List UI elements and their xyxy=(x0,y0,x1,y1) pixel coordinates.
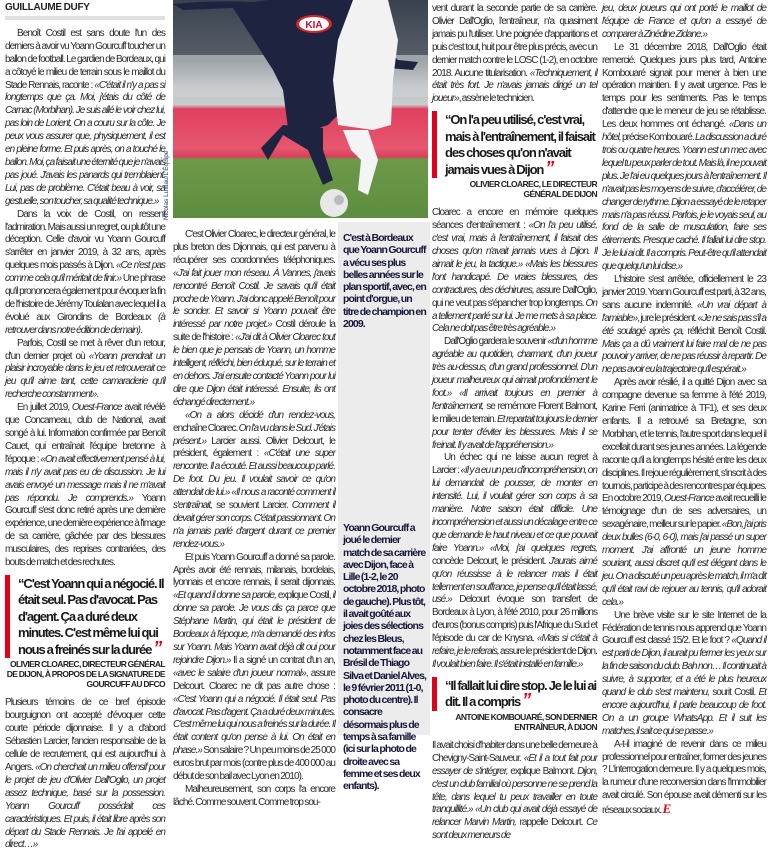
body-text: Un échec qui ne laisse aucun regret à Larcier : xyxy=(432,452,597,477)
quoted-text: (à retrouver dans notre édition de demain) xyxy=(5,311,165,336)
end-of-article-mark: E xyxy=(662,801,671,817)
article-paragraph xyxy=(432,336,597,452)
quoted-text: «On cherchait un milieu offensif pour le projet de jeu d'Olivier Dall'Oglio, un projet assez technique, basé sur la possession. Yoann Gourcuff possédait ces caractéristiques. Et puis, il était libre après son départ du Stade Rennais. Je l'ai appelé en direct…» xyxy=(5,762,166,851)
column-5 xyxy=(602,3,766,818)
body-text: concède Delcourt, le président. xyxy=(432,555,550,567)
quoted-text: La discussion a duré trois ou quatre heures. Yoann est un mec avec lequel tu peux parler de tout. Mais là, il ne pouvait plus. Je l'ai eu quelques jours à l'entraînement. Il n'avait pas les moyens de suivre, d'accélérer, de changer de rythme. Dijon a essayé de le retaper mais n'a pas réussi. Parfois, je le voyais seul, au fond de la salle de musculation, faire ses étirements. Presque caché. Il fallait lui dire stop. Je le lui ai dit. Il a compris. Peut-être qu'il attendait que quelqu'un lui dise.» xyxy=(602,132,767,273)
body-text: , assure Delcourt. Cloarec ne dit pas autre chose : xyxy=(173,667,336,692)
quoted-text: «Et il a tout fait pour essayer de s'intégrer, xyxy=(432,752,597,777)
body-text: enchaîne Cloarec. xyxy=(173,422,239,434)
quoted-text: jeu, deux joueurs qui ont porté le maillot de l'équipe de France et qu'on a essayé de comparer à Zinédine Zidane.» xyxy=(602,3,766,40)
article-paragraph xyxy=(173,229,335,410)
article-paragraph xyxy=(432,3,597,106)
article-paragraph xyxy=(173,410,335,552)
body-text: Dans la voix de Costil, on ressent l'admiration. Mais aussi un regret, ou plutôt une déception. Celle d'avoir vu Yoann Gourcuff s'arrêter en janvier 2019, à 32 ans, après quelques mois passés à Dijon. xyxy=(5,208,165,272)
pull-quote-text: “Il fallait lui dire stop. Je le lui ai dit. Il a compris xyxy=(445,677,597,710)
quoted-text: «Ce n'est pas comme cela qu'il méritait de finir.» xyxy=(5,260,165,285)
body-text: avait recueilli le témoignage d'un de ses adversaires, un sexagénaire, meilleur sur le papier. xyxy=(602,493,766,531)
quoted-text: «Yoann prendrait un plaisir incroyable dans le jeu et retrouverait ce jeu qu'il aime tant, cette camaraderie qu'il recherche constamment» xyxy=(5,350,165,401)
article-paragraph xyxy=(5,697,165,852)
body-text: Son salaire ? Un peu moins de 25 000 euros brut par mois (contre plus de 400 000 au début de son bail avec Lyon en 2010). xyxy=(173,745,335,783)
quoted-text: «Et quand il donne sa parole, xyxy=(173,590,276,602)
quoted-text: «C'était il n'y a pas si longtemps que ça. Moi, j'étais du côté de Carnac (Morbihan). Je suis allé le voir chez lui, pas loin de Lorient. On a couru sur la côte. Je peux vous assurer que, physiquement, il est en pleine forme. Et puis après, on a touché le ballon. Moi, ça faisait une éternité que je n'avais pas joué. J'avais les panards qui tremblaient. Lui, pas de problème. C'était beau à voir, sa gestuelle, son toucher, sa qualité technique.» xyxy=(5,79,165,207)
article-paragraph xyxy=(602,42,766,274)
body-text: Après avoir résilié, il a quitté Dijon avec sa compagne devenue sa femme à l'été 2019, Karine Ferri (animatrice à TF1), et ses deux enfants. Il a retrouvé sa Bretagne, son Morbihan, et le tennis, l'autre sport dans lequel il excellait durant ses jeunes années. La légende raconte qu'il a longtemps hésité entre les deux disciplines. Il rejoue régulièrement, s'inscrit à des tournois, participe à des rencontres par équipes. En octobre 2019, xyxy=(602,377,766,505)
article-paragraph xyxy=(5,209,165,338)
body-text: explique Costil, xyxy=(275,590,333,602)
body-text: sourit Costil. xyxy=(709,687,759,699)
body-text: Dall'Oglio gardera le souvenir xyxy=(444,336,548,348)
body-text: , jure le président. xyxy=(637,312,698,324)
quoted-text: «Dans un hôtel, xyxy=(602,119,767,144)
body-text: . xyxy=(140,324,142,336)
quoted-text: Dijon, c'est un club familial où personne ne se prend la tête, dans lequel tu peux travailler en toute tranquillité.» «Un club qui avait déjà essayé de relancer Marvin Martin, xyxy=(432,765,598,829)
body-text: Une brève visite sur le site Internet de la Fédération de tennis nous apprend que Yoann Gourcuff est classé 15/2. Et le foot ? xyxy=(602,609,766,647)
body-text: Une phrase qu'il prononcera également pour évoquer la fin de l'histoire de Jérémy Toulalan avec lequel il a évolué aux Girondins de Bordeaux xyxy=(5,273,165,323)
body-text: . xyxy=(96,389,99,401)
pull-quote-2 xyxy=(432,111,597,178)
article-paragraph xyxy=(5,28,165,209)
football-action-photo xyxy=(173,0,428,218)
quoted-text: «C'était une super rencontre. Il a écouté. Et aussi beaucoup parlé. De foot. Du jeu. Il voulait savoir ce qu'on attendait de lui.» «Il nous a raconté comment il s'entraînait, xyxy=(173,448,335,512)
sponsor-logo: KIA xyxy=(305,20,323,31)
quoted-text: «On avait effectivement pensé à lui, mais il n'y avait pas eu de discussion. Je lui avais envoyé un message mais il ne m'avait pas répondu. Je comprends.» xyxy=(5,453,166,504)
article-paragraph xyxy=(432,740,597,843)
pull-quote-attribution: OLIVIER CLOAREC, DIRECTEUR GÉNÉRAL DE DIJON, À PROPOS DE LA SIGNATURE DE GOURCUFF AU DFCO xyxy=(6,659,165,690)
body-text: précise Kombouaré. xyxy=(620,132,696,144)
article-body-2 xyxy=(173,229,335,810)
body-text: Il a signé un contrat d'un an, xyxy=(230,654,335,666)
body-text: avait révélé que Concarneau, club de National, avait songé à lui. Information confirmée par Benoît Cauet, qui entraînait l'équipe bretonne à l'époque : xyxy=(5,402,165,465)
pull-quote-3 xyxy=(432,677,597,711)
article-paragraph xyxy=(602,3,766,42)
quoted-text: «Je ne sais pas s'il a été soulagé après ça, xyxy=(602,312,767,337)
body-text: Yoann Gourcuff s'est donc retiré après une dernière expérience, une dernière expérience à l'image de sa carrière, gâchée par des blessures musculaires, des reprises contrariées, des bouts de match et des rechutes. xyxy=(5,492,166,569)
body-text: Delcourt évoque son transfert de Bordeaux à Lyon, à l'été 2010, pour 26 millions d'euros (bonus compris) puis l'Afrique du Sud et l'épisode du car de Knysna. xyxy=(432,594,597,645)
caption-column xyxy=(338,222,430,793)
body-text: rappelle Delcourt. xyxy=(515,817,587,829)
article-paragraph xyxy=(432,207,597,336)
article-body-5 xyxy=(602,3,766,818)
body-text: Benoît Costil est sans doute l'un des derniers à avoir vu Yoann Gourcuff toucher un ballon de football. Le gardien de Bordeaux, qui a côtoyé le milieu de terrain sous le maillot du Stade Rennais, raconte : xyxy=(5,27,165,91)
body-text: Plusieurs témoins de ce bref épisode bourguignon ont accepté d'évoquer cette courte période dijonnaise. Il y a d'abord Sébastien Larcier, l'ancien responsable de la cellule de recrutement, qui est aujourd'hui à Angers. xyxy=(5,697,165,773)
column-2 xyxy=(173,229,335,810)
pull-quote-text: “On l'a peu utilisé, c'est vrai, mais à l'entraînement, il faisait des choses qu'on n'avait jamais vues à Dijon xyxy=(445,112,595,177)
article-paragraph xyxy=(5,402,165,570)
body-text: Et puis Yoann Gourcuff a donné sa parole. Après avoir été rennais, milanais, bordelais, lyonnais et encore rennais, il serait dijonnais. xyxy=(173,551,335,589)
body-text: , assène le technicien. xyxy=(458,93,535,105)
article-paragraph xyxy=(602,377,766,609)
quoted-text: «On a alors décidé d'un rendez-vous, xyxy=(185,409,335,421)
body-text: se remémore Florent Balmont, le milieu de terrain. xyxy=(432,400,597,425)
byline: GUILLAUME DUFY xyxy=(5,0,165,20)
quoted-text: Mais ça a dû vraiment lui faire mal de ne pas pouvoir y arriver, de ne pas réussir à repartir. De ne pas avoir eu la trajectoire qu'il espérait.» xyxy=(602,338,766,376)
quoted-text: Et encore aujourd'hui, il parle beaucoup de foot. On a un groupe WhatsApp. Et il suit les matches, il sait ce qui se passe.» xyxy=(602,687,767,737)
photo-caption-2: Yoann Gourcuff a joué le dernier match de sa carrière avec Dijon, face à Lille (1-2, le 20 octobre 2018, photo de gauche). Plus tôt, il avait goûté aux joies des sélections chez les Bleus, notamment face au Brésil de Thiago Silva et Daniel Alves, le 9 février 2011 (1-0, photo du centre). Il consacre désormais plus de temps à sa famille (ici sur la photo de droite avec sa femme et ses deux enfants). xyxy=(343,522,427,793)
closing-quote-icon xyxy=(545,158,553,178)
closing-quote-icon xyxy=(153,638,161,658)
quoted-text: Ouest-France xyxy=(71,402,122,414)
photo-caption-1: C'est à Bordeaux que Yoann Gourcuff a vécu ses plus belles années sur le plan sportif, avec, en point d'orgue, un titre de champion en 2009. xyxy=(343,232,426,331)
body-text: En juillet 2019, xyxy=(17,402,72,414)
pull-quote-attribution: ANTOINE KOMBOUARÉ, SON DERNIER ENTRAÎNEUR, À DIJON xyxy=(455,711,597,732)
article-paragraph xyxy=(173,552,335,784)
body-text: explique Balmont. xyxy=(507,765,578,777)
article-paragraph xyxy=(602,739,766,818)
quoted-text: «J'ai dit à Olivier Cloarec tout le bien que je pensais de Yoann, un homme intelligent, réfléchi, bien éduqué, sur le terrain et en dehors. J'ai ensuite contacté Yoann pour lui dire que Dijon était intéressé. Ensuite, ils ont échangé directement.» xyxy=(173,332,335,408)
quoted-text: il donne sa parole. Je vous dis ça parce que Stéphane Martin, qui était le président de Bordeaux à l'époque, m'a demandé des infos sur Yoann. Mais Yoann avait déjà dit oui pour rejoindre Dijon.» xyxy=(173,590,335,666)
column-1 xyxy=(5,0,165,852)
body-text: assure le président de Dijon. xyxy=(498,646,597,658)
body-text: Parfois, Costil se met à rêver d'un retour, d'un dernier projet où xyxy=(5,337,165,362)
body-text: vent durant la seconde partie de sa carrière. Olivier Dall'Oglio, l'entraîneur, n'a quasiment jamais pu l'utiliser. Une poignée d'apparitions et puis c'est tout, huit pour être plus précis, avec un dernier match contre le LOSC (1-2), en octobre 2018. Aucune titularisation. xyxy=(432,3,597,79)
body-text: assure Dall'Oglio, qui ne veut pas s'épancher trop longtemps. xyxy=(432,284,597,309)
body-text: Larcier aussi. Olivier Delcourt, le président, également : xyxy=(173,435,335,460)
article-body-4b xyxy=(432,207,597,672)
body-text: Le 31 décembre 2018, Dall'Oglio était remercié. Quelques jours plus tard, Antoine Kombouaré signait pour mener à bien une opération maintien. Il y avait urgence. Pas le temps pour les sentiments. Pas le temps d'attendre que le meneur de jeu se rétablisse. Les deux hommes ont échangé. xyxy=(602,41,766,131)
quoted-text: Il voulait bien faire. Il s'était installé en famille.» xyxy=(432,658,583,670)
quoted-text: «On l'a peu utilisé, c'est vrai, mais à l'entraînement, il faisait des choses qu'on n'avait jamais vues à Dijon. Il aimait le jeu, la tactique.» «Mais les blessures l'ont handicapé. De vraies blessures, des contractures, des déchirures, xyxy=(432,220,597,296)
body-text: Costil déroule la suite de l'histoire : xyxy=(173,319,335,344)
article-paragraph xyxy=(602,610,766,739)
quoted-text: Ce sont deux meneurs de xyxy=(432,817,598,842)
body-text: se souvient Larcier. xyxy=(212,500,292,512)
body-text: réfléchit Benoît Costil. xyxy=(683,325,766,337)
article-paragraph xyxy=(602,274,766,377)
article-body-4a xyxy=(432,3,597,106)
body-text: Cloarec a encore en mémoire quelques séances d'entraînement : xyxy=(432,207,597,232)
article-body-4c xyxy=(432,740,597,843)
body-text: A-t-il imaginé de revenir dans ce milieu professionnel pour entraîner, former des jeunes ? L'interrogation demeure. Il y a quelques mois, la rumeur d'une reconversion dans l'immobilier avait circulé. Son épouse avait démenti sur les réseaux sociaux. xyxy=(602,738,766,817)
photo-credit: Nicolas Luttiau/L'Équipe xyxy=(163,150,170,220)
quoted-text: Comment il devait gérer son corps. C'était passionnant. On n'a jamais parlé d'argent durant ce premier rendez-vous.» xyxy=(173,500,335,550)
body-text: L'histoire s'est arrêtée, officiellement le 23 janvier 2019. Yoann Gourcuff est parti, à 32 ans, sans aucune indemnité. xyxy=(602,274,766,311)
quoted-text: «Un vrai départ à l'amiable» xyxy=(602,299,766,324)
article-paragraph xyxy=(5,338,165,403)
quoted-text: On l'a vu dans le Sud. J'étais présent.» xyxy=(173,422,335,447)
quoted-text: «Il y a eu un peu d'incompréhension, on lui demandait de pousser, de monter en intensité. Lui, il voulait gérer son corps à sa manière. Notre saison était difficile. Une incompréhension et aussi un décalage entre ce que demande le haut niveau et ce que pouvait faire Yoann.» «Moi, j'ai quelques regrets, xyxy=(432,465,597,554)
article-paragraph xyxy=(173,784,335,810)
pull-quote-text: “C'est Yoann qui a négocié. Il était seul. Pas d'avocat. Pas d'agent. Ça a duré deux minutes. C'est même lui qui nous a freinés sur la durée xyxy=(18,575,164,657)
quoted-text: «Bon, j'ai pris deux bulles (6-0, 6-0), mais j'ai passé un super moment. J'ai affronté un jeune homme souriant, aussi discret qu'il est élégant dans le jeu. On a discuté un peu après le match, il m'a dit qu'il était ravi de rejouer au tennis, qu'il adorait cela.» xyxy=(602,519,766,608)
article-body-1b xyxy=(5,697,165,852)
photo-gourcuff-bordeaux xyxy=(173,0,428,218)
quoted-text: «avec le salaire d'un joueur normal» xyxy=(173,667,306,679)
body-text: Malheureusement, son corps l'a encore lâché. Comme souvent. Comme trop sou- xyxy=(173,783,335,808)
quoted-text: «J'ai fait jouer mon réseau. À Vannes, j'avais rencontré Benoît Costil. Je savais qu'il était proche de Yoann. J'ai donc appelé Benoît pour le sonder. Et savoir si Yoann pouvait être intéressé par notre projet.» xyxy=(173,267,335,331)
quoted-text: «Quand il est parti de Dijon, il aurait pu fermer les yeux sur la fin de saison du club. Bah non… Il continuait à suivre, à supporter, et a été le plus heureux quand le club s'est maintenu, xyxy=(602,635,766,699)
column-4 xyxy=(432,3,597,843)
quoted-text: On a tellement parlé sur lui. Je me mets à sa place. Cela ne doit pas être très agréable.» xyxy=(432,297,597,335)
quoted-text: «d'un homme agréable au quotidien, charmant, d'un joueur très au-dessus, d'un grand professionnel. D'un joueur malheureux qui aimait profondément le foot.» «Il arrivait toujours en premier à l'entraînement, xyxy=(432,336,597,412)
quoted-text: «C'est Yoann qui a négocié. Il était seul. Pas d'avocat. Pas d'agent. Ça a duré deux minutes. C'est même lui qui nous a freinés sur la durée. Il était content qu'on pense à lui. On était en phase.» xyxy=(173,693,335,757)
quoted-text: «Mais si c'était à refaire, je le referais, xyxy=(432,633,597,658)
quoted-text: «Techniquement, il était très fort. Je n'avais jamais dirigé un tel joueur» xyxy=(432,67,597,105)
quoted-text: Ouest-France xyxy=(663,493,714,505)
body-text: Il avait choisi d'habiter dans une belle demeure à Chevigny-Saint-Sauveur. xyxy=(432,739,597,764)
article-body-1a xyxy=(5,28,165,570)
pull-quote-attribution: OLIVIER CLOAREC, LE DIRECTEUR GÉNÉRAL DE DIJON xyxy=(469,179,597,200)
article-paragraph xyxy=(432,452,597,671)
closing-quote-icon xyxy=(522,690,530,710)
quoted-text: J'aurais aimé qu'on réussisse à le relancer mais il était tellement en souffrance, je pense qu'il était lassé, usé.» xyxy=(432,555,597,606)
pull-quote-1 xyxy=(5,575,165,659)
body-text: C'est Olivier Cloarec, le directeur général, le plus breton des Dijonnais, qui est parvenu à récupérer ses coordonnées téléphoniques. xyxy=(173,229,335,266)
quoted-text: Et repartait toujours le dernier pour tenter d'éviter les blessures. Mais il se freinait. Il y avait de l'appréhension.» xyxy=(432,413,597,451)
